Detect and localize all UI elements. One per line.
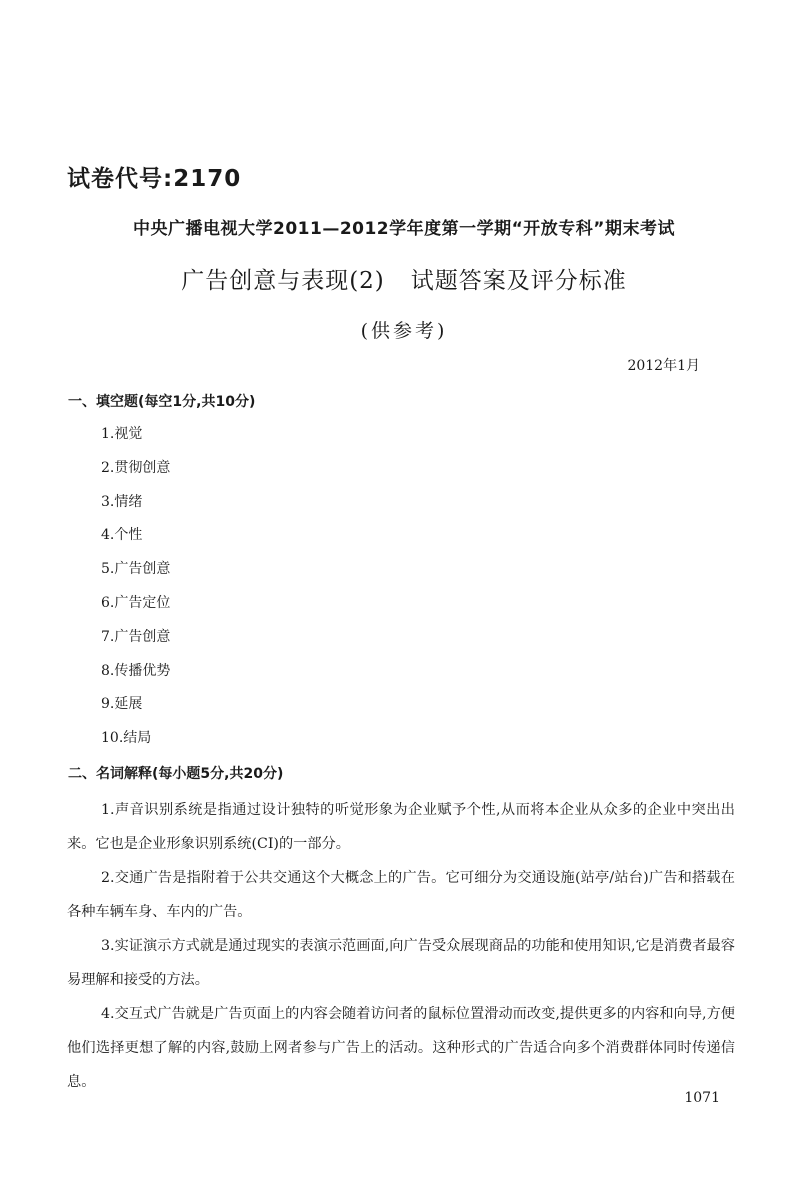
answer-item: 10.结局 xyxy=(101,730,152,747)
answer-item: 9.延展 xyxy=(101,696,143,713)
page-number: 1071 xyxy=(684,1090,720,1106)
answer-item: 1.视觉 xyxy=(101,426,143,442)
definition-paragraph: 1.声音识别系统是指通过设计独特的听觉形象为企业赋予个性,从而将本企业从众多的企业中突出出来。它也是企业形象识别系统(CI)的一部分。 xyxy=(67,802,735,852)
answer-item: 3.情绪 xyxy=(101,493,143,510)
document-title-sub: 试题答案及评分标准 xyxy=(410,268,627,294)
definition-paragraph: 4.交互式广告就是广告页面上的内容会随着访问者的鼠标位置滑动而改变,提供更多的内容和向导,方便他们选择更想了解的内容,鼓励上网者参与广告上的活动。这种形式的广告适合向多个消费群体同时传递信息。 xyxy=(67,1006,735,1090)
answer-item: 8.传播优势 xyxy=(101,662,171,679)
reference-note: (供参考) xyxy=(360,320,448,342)
exam-title: 中央广播电视大学2011—2012学年度第一学期“开放专科”期末考试 xyxy=(133,219,675,239)
answer-item: 2.贯彻创意 xyxy=(101,459,171,476)
section-heading-fill-in-blanks: 一、填空题(每空1分,共10分) xyxy=(68,394,256,410)
document-title xyxy=(0,262,808,295)
answer-item: 5.广告创意 xyxy=(101,561,171,578)
fill-in-blanks-answer-list xyxy=(101,424,170,762)
answer-item: 4.个性 xyxy=(101,527,143,544)
paper-code: 试卷代号:2170 xyxy=(67,166,242,192)
section-heading-term-definitions: 二、名词解释(每小题5分,共20分) xyxy=(68,766,284,782)
term-definitions-answer-list xyxy=(67,793,735,1099)
definition-paragraph: 2.交通广告是指附着于公共交通这个大概念上的广告。它可细分为交通设施(站亭/站台)广告和搭载在各种车辆车身、车内的广告。 xyxy=(67,870,735,920)
answer-item: 7.广告创意 xyxy=(101,628,171,645)
document-title-main: 广告创意与表现(2) xyxy=(181,268,385,294)
exam-date: 2012年1月 xyxy=(627,358,700,374)
answer-item: 6.广告定位 xyxy=(101,594,171,611)
definition-paragraph: 3.实证演示方式就是通过现实的表演示范画面,向广告受众展现商品的功能和使用知识,它是消费者最容易理解和接受的方法。 xyxy=(67,938,735,988)
